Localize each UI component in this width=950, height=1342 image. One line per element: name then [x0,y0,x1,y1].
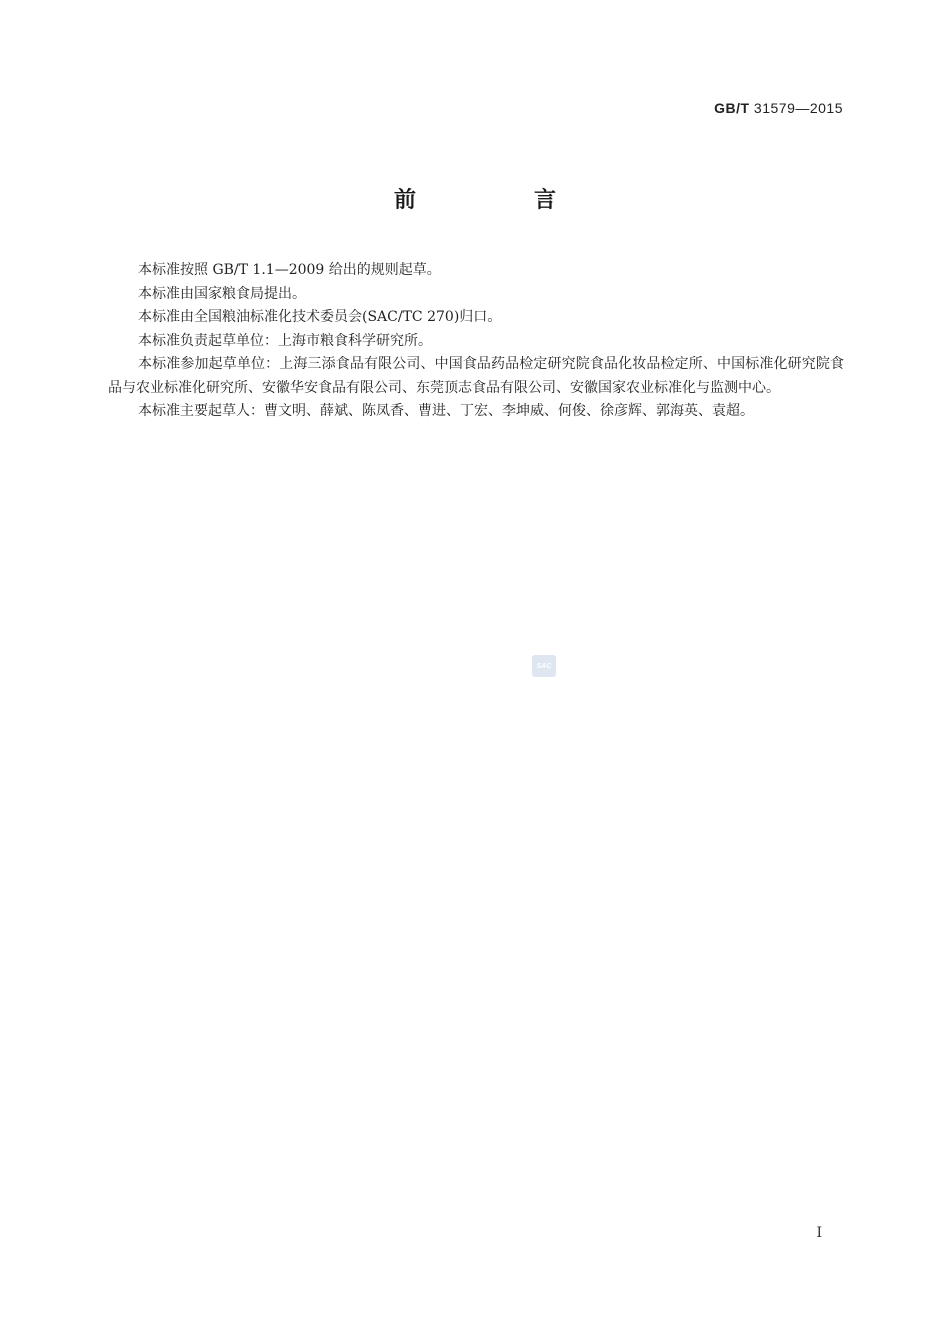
paragraph-lead-drafter: 本标准负责起草单位：上海市粮食科学研究所。 [138,332,432,349]
standard-code-prefix: GB/T [714,100,750,116]
watermark-logo-text: SAC [536,662,552,670]
paragraph-main-drafters: 本标准主要起草人：曹文明、薛斌、陈凤香、曹进、丁宏、李坤威、何俊、徐彦辉、郭海英、袁超。 [138,403,754,419]
page-number: I [816,1225,822,1241]
standard-code [714,100,843,116]
foreword-body [108,259,844,424]
paragraph-participating-units: 本标准参加起草单位：上海三添食品有限公司、中国食品药品检定研究院食品化妆品检定所、中国标准化研究院食品与农业标准化研究所、安徽华安食品有限公司、东莞顶志食品有限公司、安徽国家农业标准化与监测中心。 [108,356,844,396]
paragraph-proposer: 本标准由国家粮食局提出。 [138,285,306,302]
paragraph-drafting-rules: 本标准按照 GB/T 1.1—2009 给出的规则起草。 [138,262,441,278]
sac-logo-icon [532,655,556,677]
page-title: 前 言 [393,188,604,213]
standard-code-number: 31579—2015 [753,100,843,116]
paragraph-committee: 本标准由全国粮油标准化技术委员会(SAC/TC 270)归口。 [138,309,502,325]
